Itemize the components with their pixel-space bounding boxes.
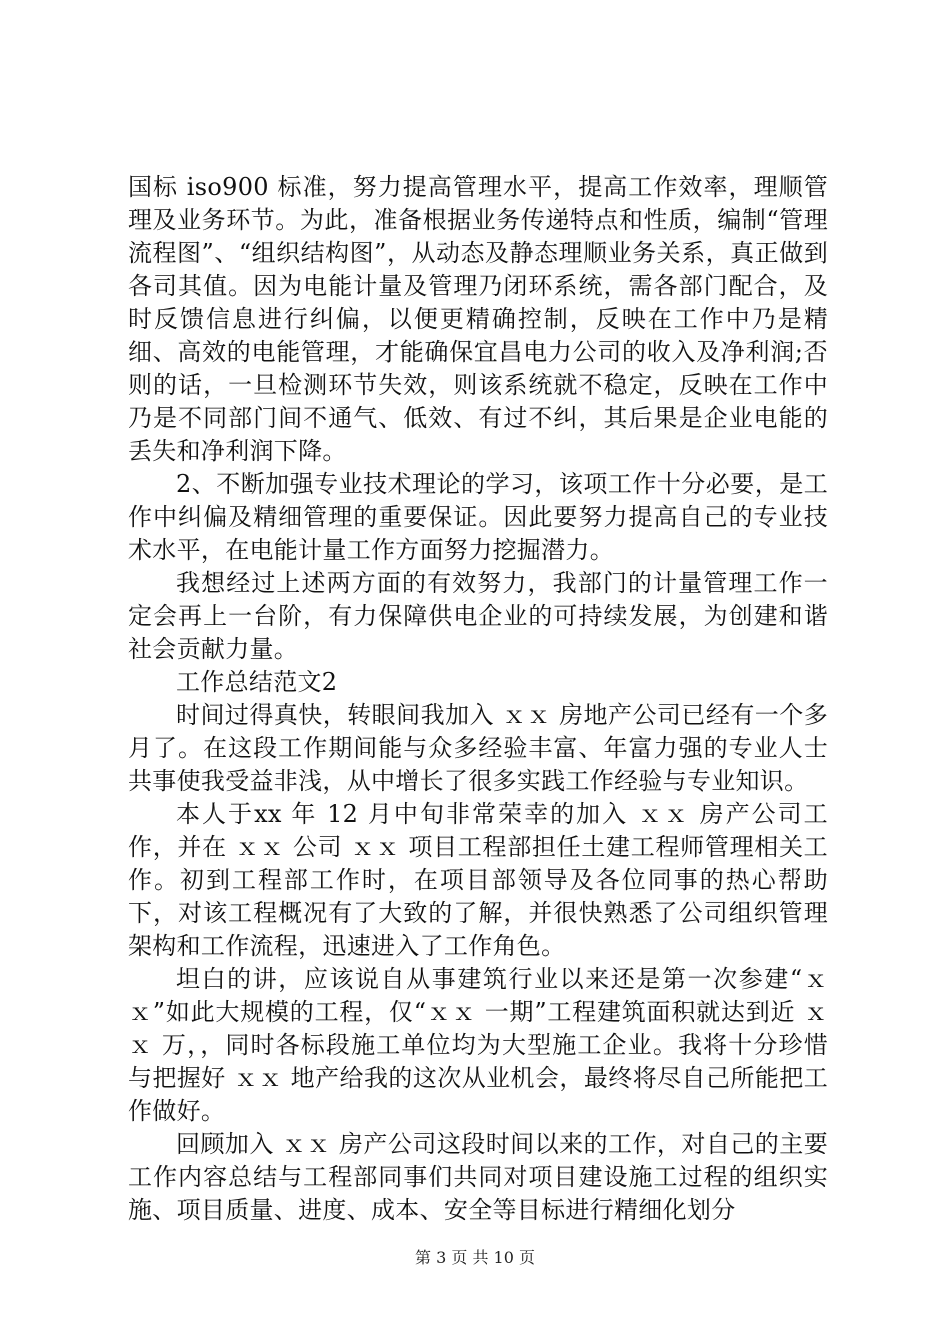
paragraph-1: 国标 iso900 标准，努力提高管理水平，提高工作效率，理顺管理及业务环节。为此，准备根据业务传递特点和性质，编制“管理流程图”、“组织结构图”，从动态及静态理顺业务关系，真正做到各司其值。因为电能计量及管理乃闭环系统，需各部门配合，及时反馈信息进行纠偏，以便更精确控制，反映在工作中乃是精细、高效的电能管理，才能确保宜昌电力公司的收入及净利润;否则的话，一旦检测环节失效，则该系统就不稳定，反映在工作中乃是不同部门间不通气、低效、有过不纠，其后果是企业电能的丢失和净利润下降。 <box>128 173 828 465</box>
paragraph-5: 时间过得真快，转眼间我加入 ｘｘ 房地产公司已经有一个多月了。在这段工作期间能与众多经验丰富、年富力强的专业人士共事使我受益非浅，从中增长了很多实践工作经验与专业知识。 <box>128 701 828 795</box>
paragraph-2: 2、不断加强专业技术理论的学习，该项工作十分必要，是工作中纠偏及精细管理的重要保证。因此要努力提高自己的专业技术水平，在电能计量工作方面努力挖掘潜力。 <box>128 470 828 564</box>
paragraph-3: 我想经过上述两方面的有效努力，我部门的计量管理工作一定会再上一台阶，有力保障供电企业的可持续发展，为创建和谐社会贡献力量。 <box>128 569 828 663</box>
document-body <box>128 171 828 1227</box>
paragraph-6: 本人于xx 年 12 月中旬非常荣幸的加入 ｘｘ 房产公司工作，并在 ｘｘ 公司 ｘｘ 项目工程部担任土建工程师管理相关工作。初到工程部工作时，在项目部领导及各位同事的热心帮助下，对该工程概况有了大致的了解，并很快熟悉了公司组织管理架构和工作流程，迅速进入了工作角色。 <box>128 800 828 960</box>
page-number-footer: 第 3 页 共 10 页 <box>415 1248 535 1267</box>
section-heading: 工作总结范文2 <box>176 668 338 696</box>
paragraph-7: 坦白的讲，应该说自从事建筑行业以来还是第一次参建“ｘｘ”如此大规模的工程，仅“ｘｘ 一期”工程建筑面积就达到近 ｘｘ 万，，同时各标段施工单位均为大型施工企业。我将十分珍惜与把握好 ｘｘ 地产给我的这次从业机会，最终将尽自己所能把工作做好。 <box>128 965 828 1125</box>
paragraph-8: 回顾加入 ｘｘ 房产公司这段时间以来的工作，对自己的主要工作内容总结与工程部同事们共同对项目建设施工过程的组织实施、项目质量、进度、成本、安全等目标进行精细化划分 <box>128 1130 828 1224</box>
